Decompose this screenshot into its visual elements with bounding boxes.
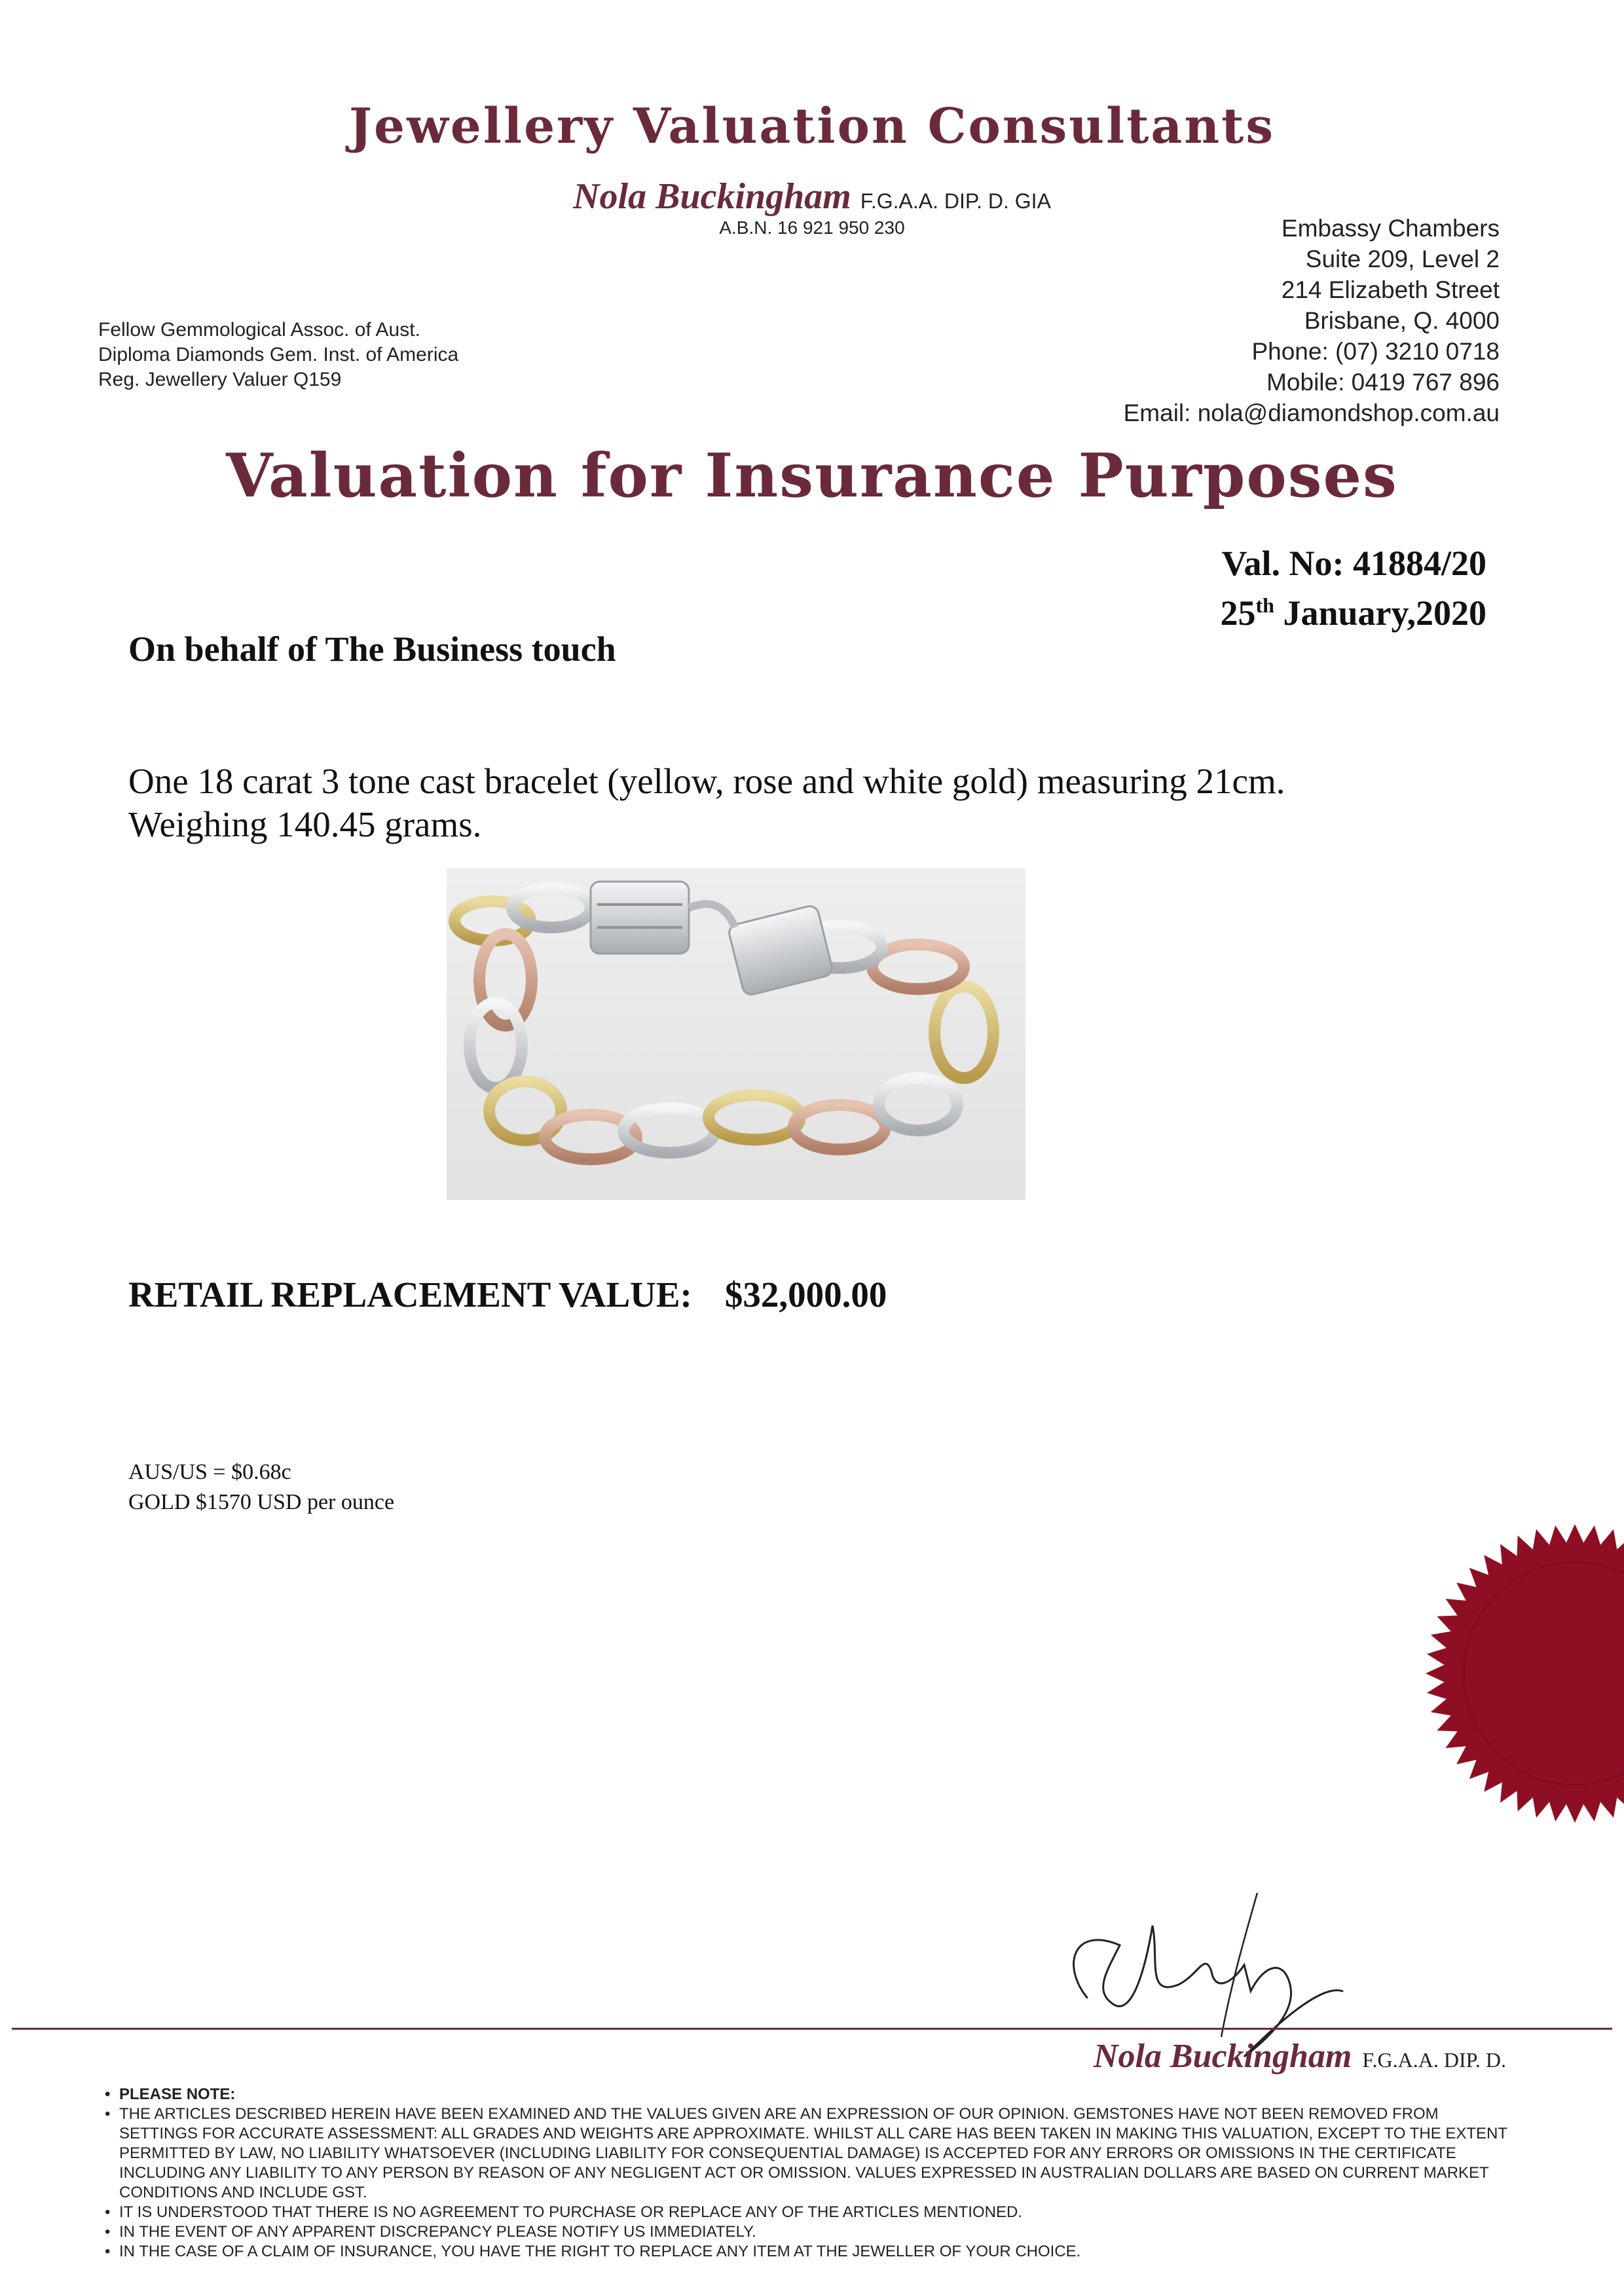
description-line: One 18 carat 3 tone cast bracelet (yellow, rose and white gold) measuring 21cm. — [128, 761, 1285, 801]
note-item: • IN THE EVENT OF ANY APPARENT DISCREPANCY PLEASE NOTIFY US IMMEDIATELY. — [105, 2222, 1519, 2242]
valuation-reference — [1220, 542, 1486, 634]
seal-icon — [1405, 1520, 1529, 1827]
exchange-rates — [128, 1457, 394, 1518]
signature-rule — [12, 2028, 1612, 2030]
date-month-year: January,2020 — [1274, 593, 1486, 633]
clasp-right — [728, 905, 834, 997]
note-item: • IT IS UNDERSTOOD THAT THERE IS NO AGREEMENT TO PURCHASE OR REPLACE ANY OF THE ARTICLES MENTIONED. — [105, 2203, 1519, 2222]
note-heading: • PLEASE NOTE: — [105, 2085, 1519, 2104]
address-line: 214 Elizabeth Street — [1281, 276, 1500, 303]
wax-seal — [1405, 1520, 1529, 1827]
on-behalf-of: On behalf of The Business touch — [128, 629, 616, 669]
retail-value: $32,000.00 — [724, 1275, 887, 1315]
valuer-name: Nola Buckingham — [573, 176, 851, 217]
qualification-line: Reg. Jewellery Valuer Q159 — [98, 369, 342, 390]
document-title: Valuation for Insurance Purposes — [226, 440, 1398, 511]
address-line: Embassy Chambers — [1281, 215, 1500, 242]
contact-address — [1124, 213, 1500, 428]
address-line: Suite 209, Level 2 — [1305, 246, 1500, 272]
item-description — [128, 760, 1536, 846]
address-line: Brisbane, Q. 4000 — [1304, 307, 1500, 334]
company-title: Jewellery Valuation Consultants — [349, 98, 1275, 155]
bracelet-illustration — [447, 868, 1025, 1200]
retail-label: RETAIL REPLACEMENT VALUE: — [128, 1275, 692, 1315]
qualification-line: Diploma Diamonds Gem. Inst. of America — [98, 344, 459, 365]
mobile-line: Mobile: 0419 767 896 — [1266, 369, 1500, 396]
description-line: Weighing 140.45 grams. — [128, 804, 482, 844]
email-line: Email: nola@diamondshop.com.au — [1123, 400, 1500, 426]
signatory-name: Nola Buckingham — [1093, 2038, 1352, 2075]
chain-links — [454, 888, 993, 1159]
bracelet-photo — [447, 868, 1025, 1200]
note-item: • THE ARTICLES DESCRIBED HEREIN HAVE BEEN EXAMINED AND THE VALUES GIVEN ARE AN EXPRESSION OF OUR OPINION. GEMSTONES HAVE NOT BEEN REMOVED FROM SETTINGS FOR ACCURATE ASSESSMENT: ALL GRADES AND WEIGHTS ARE APPROXIMATE. WHILST ALL CARE HAS BEEN TAKEN IN MAKING THIS VALUATION, EXCEPT TO THE EXTENT PERMITTED BY LAW, NO LIABILITY WHATSOEVER (INCLUDING LIABILITY FOR CONSEQUENTIAL DAMAGE) IS ACCEPTED FOR ANY ERRORS OR OMISSIONS IN THE CERTIFICATE INCLUDING ANY LIABILITY TO ANY PERSON BY REASON OF ANY NEGLIGENT ACT OR OMISSION. VALUES EXPRESSED IN AUSTRALIAN DOLLARS ARE BASED ON CURRENT MARKET CONDITIONS AND INCLUDE GST. — [105, 2104, 1519, 2203]
date-day: 25 — [1220, 593, 1256, 633]
valuer-line — [0, 176, 1624, 217]
gold-price: GOLD $1570 USD per ounce — [128, 1490, 395, 1514]
valuation-number: Val. No: 41884/20 — [1221, 544, 1486, 583]
qualification-line: Fellow Gemmological Assoc. of Aust. — [98, 319, 420, 341]
abn: A.B.N. 16 921 950 230 — [719, 217, 905, 238]
retail-replacement — [128, 1274, 887, 1315]
qualifications — [98, 318, 458, 392]
signatory-credentials: F.G.A.A. DIP. D. — [1362, 2048, 1506, 2072]
note-item: • IN THE CASE OF A CLAIM OF INSURANCE, YOU HAVE THE RIGHT TO REPLACE ANY ITEM AT THE JEWELLER OF YOUR CHOICE. — [105, 2242, 1519, 2262]
phone-line: Phone: (07) 3210 0718 — [1251, 338, 1500, 365]
aud-usd-rate: AUS/US = $0.68c — [128, 1460, 291, 1484]
disclaimer-notes — [105, 2085, 1519, 2262]
valuer-credentials: F.G.A.A. DIP. D. GIA — [860, 189, 1051, 213]
valuation-date — [1220, 584, 1486, 634]
clasp-left — [591, 882, 689, 954]
date-suffix: th — [1255, 593, 1274, 617]
signatory — [1094, 2037, 1506, 2076]
